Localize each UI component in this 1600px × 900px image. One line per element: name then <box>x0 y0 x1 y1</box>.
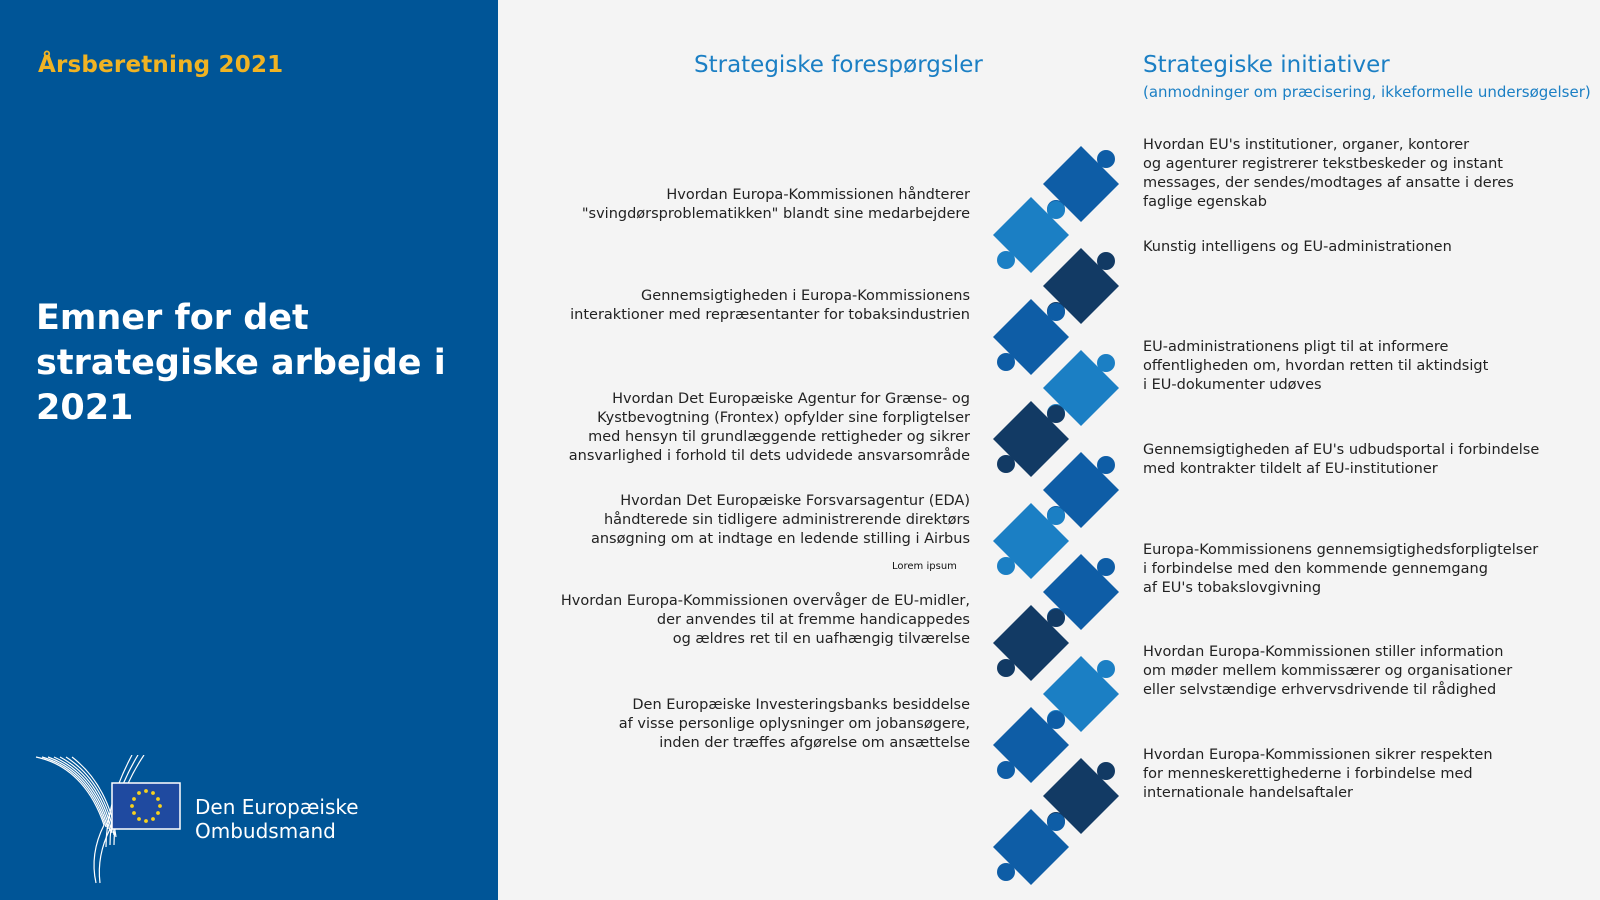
left-item-3: Hvordan Det Europæiske Agentur for Grænse- og Kystbevogtning (Frontex) opfylder sine forpligtelser med hensyn til grundlæggende rettigheder og sikrer ansvarlighed i forhold til dets udvidede ansvarsområde <box>568 391 970 464</box>
puzzle-piece-icon <box>993 503 1069 579</box>
page-title: Emner for det strategiske arbejde i 2021 <box>36 298 446 428</box>
report-label: Årsberetning 2021 <box>38 52 284 78</box>
right-item-2: Kunstig intelligens og EU-administrationen <box>1143 239 1452 255</box>
right-item-3: EU-administrationens pligt til at informere offentligheden om, hvordan retten til aktindsigt i EU-dokumenter udøves <box>1143 339 1489 393</box>
small-note: Lorem ipsum <box>892 561 957 572</box>
left-item-5: Hvordan Europa-Kommissionen overvåger de EU-midler, der anvendes til at fremme handicappedes og ældres ret til en uafhængig tilværelse <box>560 593 970 647</box>
left-item-1: Hvordan Europa-Kommissionen håndterer "svingdørsproblematikken" blandt sine medarbejdere <box>581 187 970 222</box>
puzzle-piece-icon <box>993 401 1069 477</box>
puzzle-piece-icon <box>993 809 1069 885</box>
left-column-heading: Strategiske forespørgsler <box>694 52 983 78</box>
right-item-7: Hvordan Europa-Kommissionen sikrer respekten for menneskerettighederne i forbindelse med internationale handelsaftaler <box>1143 747 1493 801</box>
right-column-subheading: (anmodninger om præcisering, ikkeformelle undersøgelser) <box>1143 83 1591 101</box>
left-item-6: Den Europæiske Investeringsbanks besiddelse af visse personlige oplysninger om jobansøgere, inden der træffes afgørelse om ansættelse <box>618 697 970 751</box>
left-item-2: Gennemsigtigheden i Europa-Kommissionens interaktioner med repræsentanter for tobaksindustrien <box>570 288 970 323</box>
puzzle-piece-icon <box>993 605 1069 681</box>
puzzle-piece-icon <box>993 299 1069 375</box>
logo-line-1: Den Europæiske <box>195 795 359 819</box>
right-item-6: Hvordan Europa-Kommissionen stiller information om møder mellem kommissærer og organisationer eller selvstændige erhvervsdrivende til rådighed <box>1143 644 1513 698</box>
puzzle-piece-icon <box>993 707 1069 783</box>
left-item-4: Hvordan Det Europæiske Forsvarsagentur (EDA) håndterede sin tidligere administrerende direktørs ansøgning om at indtage en ledende stilling i Airbus <box>590 493 970 547</box>
logo-line-2: Ombudsmand <box>195 819 336 843</box>
right-column-heading: Strategiske initiativer <box>1143 52 1390 78</box>
right-item-1: Hvordan EU's institutioner, organer, kontorer og agenturer registrerer tekstbeskeder og instant messages, der sendes/modtages af ansatte i deres faglige egenskab <box>1143 137 1514 210</box>
puzzle-piece-icon <box>993 197 1069 273</box>
right-item-5: Europa-Kommissionens gennemsigtighedsforpligtelser i forbindelse med den kommende gennemgang af EU's tobakslovgivning <box>1143 542 1539 596</box>
right-item-4: Gennemsigtigheden af EU's udbudsportal i forbindelse med kontrakter tildelt af EU-institutioner <box>1143 442 1540 477</box>
